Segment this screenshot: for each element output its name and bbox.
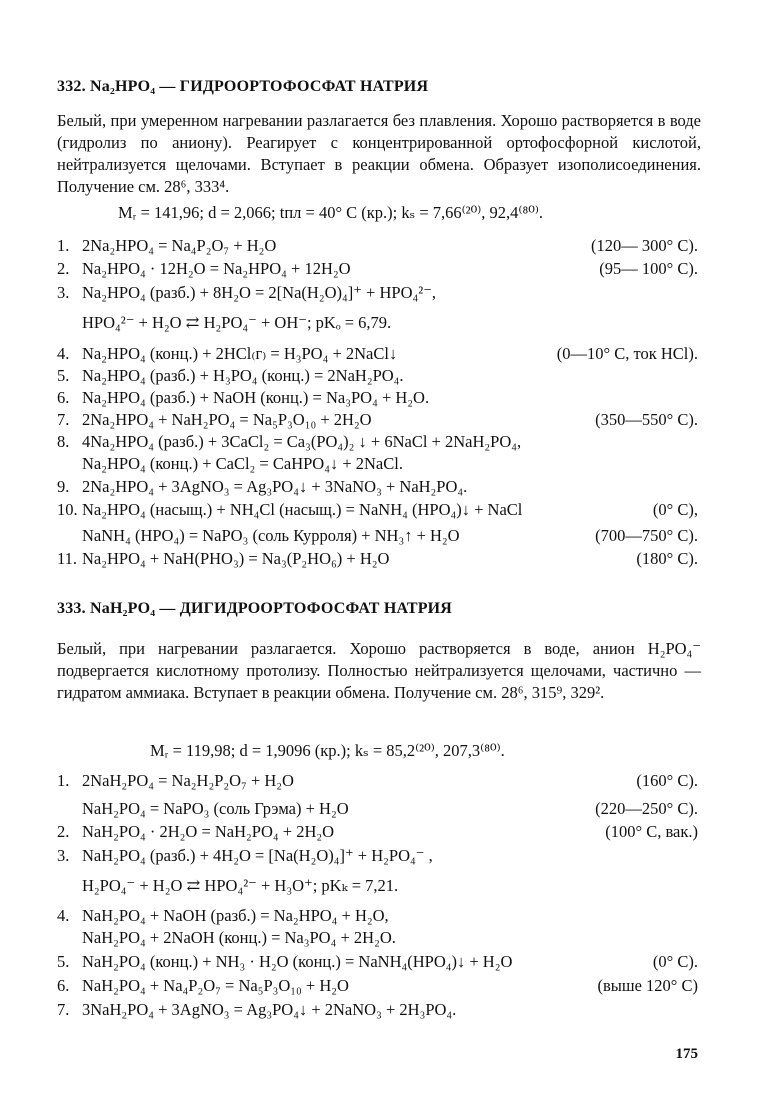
reaction-line: 5. NaH₂PO₄ (конц.) + NH₃ · H₂O (конц.) = NaNH₄(HPO₄)↓ + H₂O (0° C).	[57, 952, 698, 971]
reaction-line: 7. 3NaH₂PO₄ + 3AgNO₃ = Ag₃PO₄↓ + 2NaNO₃ + 2H₃PO₄.	[57, 1000, 457, 1019]
reaction-line: 4. NaH₂PO₄ + NaOH (разб.) = Na₂HPO₄ + H₂O,	[57, 906, 389, 925]
section-333-properties: Mᵣ = 119,98; d = 1,9096 (кр.); kₛ = 85,2⁽²⁰⁾, 207,3⁽⁸⁰⁾.	[150, 741, 505, 760]
reaction-line: 2. NaH₂PO₄ · 2H₂O = NaH₂PO₄ + 2H₂O (100° C, вак.)	[57, 822, 698, 841]
reaction-line: H₂PO₄⁻ + H₂O ⇄ HPO₄²⁻ + H₃O⁺; pKₖ = 7,21.	[82, 876, 399, 895]
reaction-line: 1. 2Na₂HPO₄ = Na₄P₂O₇ + H₂O (120— 300° C).	[57, 236, 698, 255]
reaction-line: 3. Na₂HPO₄ (разб.) + 8H₂O = 2[Na(H₂O)₄]⁺ + HPO₄²⁻,	[57, 283, 437, 302]
reaction-line: 9. 2Na₂HPO₄ + 3AgNO₃ = Ag₃PO₄↓ + 3NaNO₃ + NaH₂PO₄.	[57, 477, 468, 496]
reaction-line: 8. 4Na₂HPO₄ (разб.) + 3CaCl₂ = Ca₃(PO₄)₂ ↓ + 6NaCl + 2NaH₂PO₄,	[57, 432, 522, 451]
reaction-line: Na₂HPO₄ (конц.) + CaCl₂ = CaHPO₄↓ + 2NaCl.	[82, 454, 403, 473]
section-333-title: 333. NaH₂PO₄ — ДИГИДРООРТОФОСФАТ НАТРИЯ	[57, 600, 453, 617]
reaction-line: 10. Na₂HPO₄ (насыщ.) + NH₄Cl (насыщ.) = NaNH₄ (HPO₄)↓ + NaCl (0° C),	[57, 500, 698, 519]
reaction-line: 7. 2Na₂HPO₄ + NaH₂PO₄ = Na₅P₃O₁₀ + 2H₂O (350—550° C).	[57, 410, 698, 429]
reaction-line: 4. Na₂HPO₄ (конц.) + 2HCl₍г₎ = H₃PO₄ + 2NaCl↓ (0—10° C, ток HCl).	[57, 344, 698, 363]
reaction-line: 11. Na₂HPO₄ + NaH(PHO₃) = Na₃(P₂HO₆) + H₂O (180° C).	[57, 549, 698, 568]
section-332-title: 332. Na₂HPO₄ — ГИДРООРТОФОСФАТ НАТРИЯ	[57, 78, 429, 95]
section-333-description: Белый, при нагревании разлагается. Хорошо растворяется в воде, анион H₂PO₄⁻ подвергается кислотному протолизу. Полностью нейтрализуется щелочами, частично — гидратом аммиака. Вступает в реакции обмена. Получение см. 28⁶, 315⁹, 329².	[57, 639, 701, 702]
reaction-line: 3. NaH₂PO₄ (разб.) + 4H₂O = [Na(H₂O)₄]⁺ + H₂PO₄⁻ ,	[57, 846, 433, 865]
section-332-description: Белый, при умеренном нагревании разлагается без плавления. Хорошо растворяется в воде (гидролиз по аниону). Реагирует с концентрированной ортофосфорной кислотой, нейтрализуется щелочами. Вступает в реакции обмена. Образует изополисоединения. Получение см. 28⁶, 333⁴.	[57, 111, 701, 196]
reaction-line: 1. 2NaH₂PO₄ = Na₂H₂P₂O₇ + H₂O (160° C).	[57, 771, 698, 790]
reaction-line: 6. Na₂HPO₄ (разб.) + NaOH (конц.) = Na₃PO₄ + H₂O.	[57, 388, 430, 407]
reaction-line: NaH₂PO₄ + 2NaOH (конц.) = Na₃PO₄ + 2H₂O.	[82, 928, 396, 947]
reaction-line: NaH₂PO₄ = NaPO₃ (соль Грэма) + H₂O (220—250° C).	[82, 799, 698, 818]
reaction-line: HPO₄²⁻ + H₂O ⇄ H₂PO₄⁻ + OH⁻; pKₒ = 6,79.	[82, 313, 392, 332]
section-332-properties: Mᵣ = 141,96; d = 2,066; tпл = 40° C (кр.); kₛ = 7,66⁽²⁰⁾, 92,4⁽⁸⁰⁾.	[118, 203, 544, 222]
reaction-line: 5. Na₂HPO₄ (разб.) + H₃PO₄ (конц.) = 2NaH₂PO₄.	[57, 366, 404, 385]
page-number: 175	[675, 1046, 698, 1062]
reaction-line: NaNH₄ (HPO₄) = NaPO₃ (соль Курроля) + NH₃↑ + H₂O (700—750° C).	[82, 526, 698, 545]
reaction-line: 2. Na₂HPO₄ · 12H₂O = Na₂HPO₄ + 12H₂O (95— 100° C).	[57, 259, 698, 278]
reaction-line: 6. NaH₂PO₄ + Na₄P₂O₇ = Na₅P₃O₁₀ + H₂O (выше 120° C)	[57, 976, 698, 995]
